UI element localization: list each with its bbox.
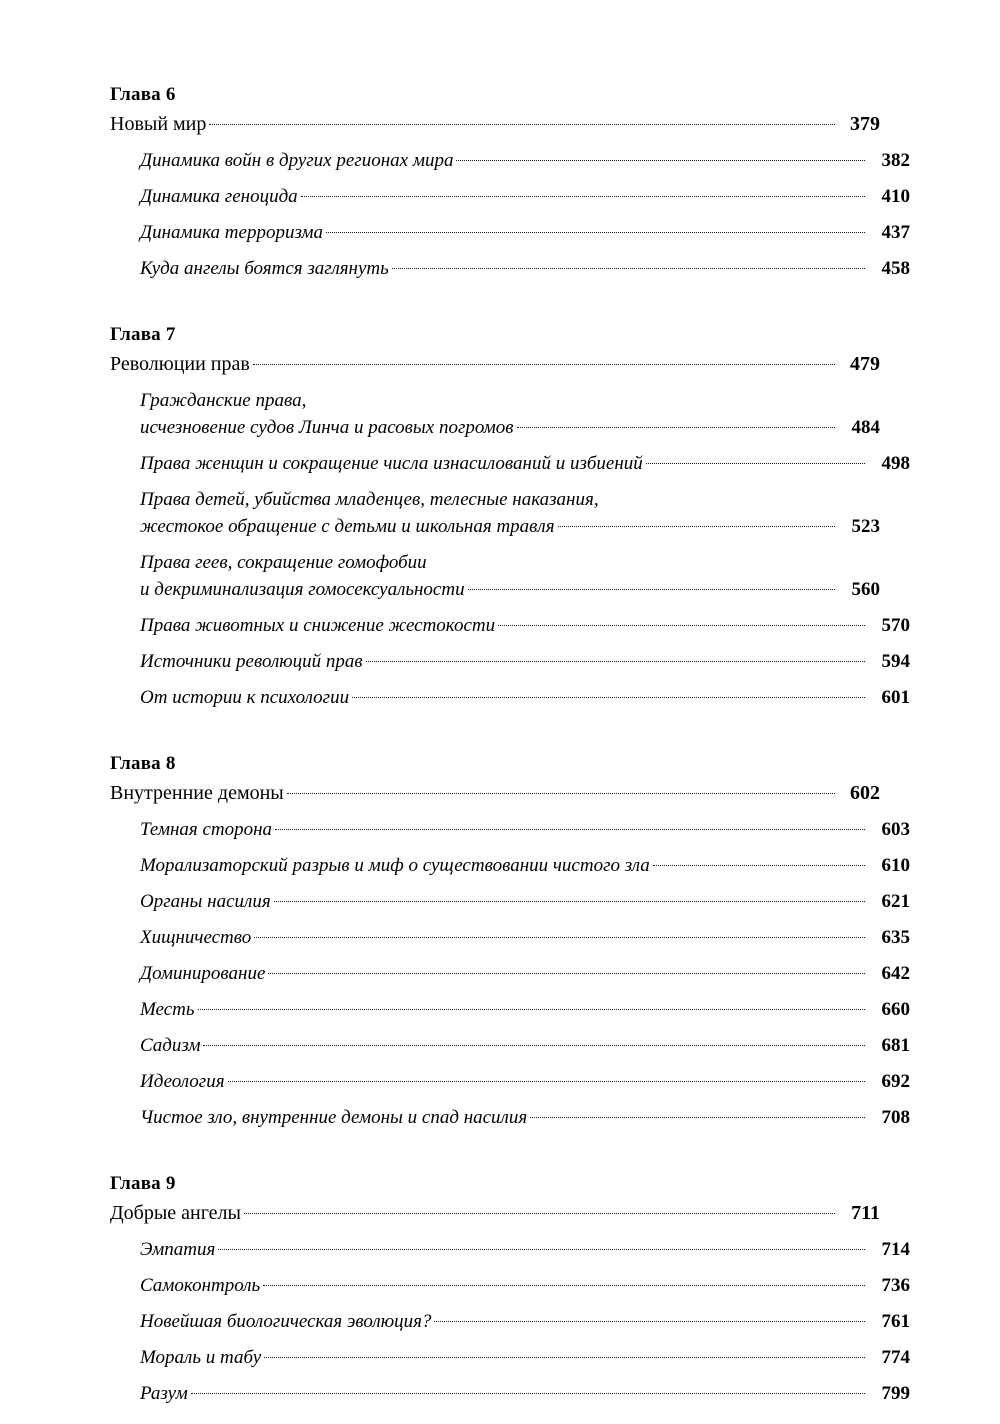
toc-entry[interactable]: [110, 924, 910, 951]
toc-entry[interactable]: [110, 960, 910, 987]
dot-leader: [392, 268, 865, 269]
toc-entry[interactable]: [110, 1104, 910, 1131]
toc-entry[interactable]: [110, 888, 910, 915]
dot-leader: [646, 463, 865, 464]
toc-entry-title: Доминирование: [140, 963, 266, 984]
toc-entry-page: 799: [881, 1383, 910, 1404]
toc-entry[interactable]: [110, 1380, 910, 1407]
dot-leader: [326, 232, 865, 233]
chapter-page-number: 602: [850, 782, 880, 804]
toc-entry-title: От истории к психологии: [140, 687, 350, 708]
dot-leader: [228, 1081, 865, 1082]
toc-entry-title-line2: исчезновение судов Линча и расовых погромов: [140, 417, 514, 438]
toc-entry[interactable]: [110, 996, 910, 1023]
toc-entry[interactable]: [110, 852, 910, 879]
chapter-block: [110, 751, 910, 1131]
dot-leader: [366, 661, 865, 662]
dot-leader: [468, 589, 835, 590]
toc-entry-title: Садизм: [140, 1035, 201, 1056]
chapter-page-number: 379: [850, 113, 880, 135]
toc-entry-page: 498: [881, 453, 910, 474]
toc-entry-title-line2: и декриминализация гомосексуальности: [140, 579, 465, 600]
dot-leader: [274, 901, 865, 902]
toc-entry[interactable]: [110, 1272, 910, 1299]
toc-entry-page: 642: [881, 963, 910, 984]
toc-entry-page: 761: [881, 1311, 910, 1332]
toc-entry-title: Месть: [140, 999, 195, 1020]
chapter-block: [110, 1171, 910, 1407]
dot-leader: [203, 1045, 865, 1046]
chapter-block: [110, 322, 910, 711]
dot-leader: [498, 625, 865, 626]
toc-entry[interactable]: [110, 648, 910, 675]
toc-entry-page: 714: [881, 1239, 910, 1260]
dot-leader: [191, 1393, 865, 1394]
toc-entry-page: 382: [881, 150, 910, 171]
toc-entry-page: 708: [881, 1107, 910, 1128]
toc-entry[interactable]: [110, 387, 880, 441]
toc-entry-page: 437: [881, 222, 910, 243]
toc-entry-title: Динамика войн в других регионах мира: [140, 150, 454, 171]
toc-entry-page: 410: [881, 186, 910, 207]
toc-entry[interactable]: [110, 1344, 910, 1371]
toc-entry-title: Права женщин и сокращение числа изнасилований и избиений: [140, 453, 643, 474]
toc-entry-page: 458: [881, 258, 910, 279]
toc-entry[interactable]: [110, 1308, 910, 1335]
toc-entry-title: Мораль и табу: [140, 1347, 262, 1368]
toc-entry-page: 681: [881, 1035, 910, 1056]
toc-entry-page: 594: [881, 651, 910, 672]
dot-leader: [198, 1009, 865, 1010]
chapter-title-row[interactable]: [110, 110, 880, 138]
toc-entry[interactable]: [110, 219, 910, 246]
toc-entry[interactable]: [110, 1032, 910, 1059]
dot-leader: [530, 1117, 865, 1118]
chapter-page-number: 479: [850, 353, 880, 375]
toc-entry-title: Морализаторский разрыв и миф о существовании чистого зла: [140, 855, 650, 876]
toc-entry-page: 774: [881, 1347, 910, 1368]
dot-leader: [653, 865, 865, 866]
dot-leader: [209, 124, 835, 125]
toc-entry-title-line2: жестокое обращение с детьми и школьная травля: [140, 516, 555, 537]
toc-entry[interactable]: [110, 255, 910, 282]
toc-entry[interactable]: [110, 1236, 910, 1263]
chapter-title: Внутренние демоны: [110, 782, 284, 804]
chapter-label: Глава 7: [110, 324, 176, 345]
dot-leader: [268, 973, 865, 974]
table-of-contents: [110, 82, 910, 1410]
chapter-title: Новый мир: [110, 113, 207, 135]
toc-entry-title: Органы насилия: [140, 891, 271, 912]
toc-entry-page: 635: [881, 927, 910, 948]
toc-entry[interactable]: [110, 147, 910, 174]
chapter-title-row[interactable]: [110, 1199, 880, 1227]
toc-entry-title: Куда ангелы боятся заглянуть: [140, 258, 389, 279]
chapter-block: [110, 82, 910, 282]
toc-entry-page: 560: [851, 579, 880, 600]
toc-entry-page: 736: [881, 1275, 910, 1296]
toc-entry-title: Темная сторона: [140, 819, 273, 840]
dot-leader: [263, 1285, 865, 1286]
toc-entry-title: Динамика терроризма: [140, 222, 324, 243]
toc-entry-page: 660: [881, 999, 910, 1020]
dot-leader: [517, 427, 835, 428]
toc-entry-page: 570: [881, 615, 910, 636]
toc-entry-title: Права животных и снижение жестокости: [140, 615, 496, 636]
toc-entry[interactable]: [110, 816, 910, 843]
dot-leader: [558, 526, 835, 527]
toc-entry-title: Новейшая биологическая эволюция?: [140, 1311, 432, 1332]
dot-leader: [434, 1321, 865, 1322]
toc-entry-page: 621: [881, 891, 910, 912]
toc-entry-title-line1: Права детей, убийства младенцев, телесные наказания,: [140, 489, 599, 510]
toc-entry-page: 603: [881, 819, 910, 840]
toc-entry-page: 601: [881, 687, 910, 708]
toc-entry-page: 484: [851, 417, 880, 438]
chapter-label: Глава 9: [110, 1173, 176, 1194]
toc-entry[interactable]: [110, 183, 910, 210]
toc-entry[interactable]: [110, 549, 880, 603]
toc-entry-page: 523: [851, 516, 880, 537]
dot-leader: [254, 937, 865, 938]
toc-entry-title: Самоконтроль: [140, 1275, 261, 1296]
dot-leader: [352, 697, 865, 698]
chapter-title: Революции прав: [110, 353, 250, 375]
dot-leader: [253, 364, 835, 365]
chapter-title-row[interactable]: [110, 350, 880, 378]
toc-entry[interactable]: [110, 612, 910, 639]
toc-entry-title: Источники революций прав: [140, 651, 363, 672]
chapter-title-row[interactable]: [110, 779, 880, 807]
chapter-label: Глава 6: [110, 84, 176, 105]
chapter-page-number: 711: [851, 1202, 880, 1224]
toc-entry-title: Хищничество: [140, 927, 252, 948]
chapter-label: Глава 8: [110, 753, 176, 774]
dot-leader: [287, 793, 835, 794]
toc-entry[interactable]: [110, 1068, 910, 1095]
toc-entry[interactable]: [110, 450, 910, 477]
toc-entry-title: Эмпатия: [140, 1239, 216, 1260]
dot-leader: [275, 829, 865, 830]
toc-entry-title: Идеология: [140, 1071, 225, 1092]
toc-entry-title-line1: Права геев, сокращение гомофобии: [140, 552, 427, 573]
dot-leader: [264, 1357, 865, 1358]
toc-entry-title: Разум: [140, 1383, 188, 1404]
dot-leader: [244, 1213, 835, 1214]
dot-leader: [218, 1249, 865, 1250]
toc-entry-page: 610: [881, 855, 910, 876]
toc-entry[interactable]: [110, 684, 910, 711]
toc-entry-page: 692: [881, 1071, 910, 1092]
toc-entry-title-line1: Гражданские права,: [140, 390, 307, 411]
dot-leader: [301, 196, 865, 197]
chapter-title: Добрые ангелы: [110, 1202, 241, 1224]
toc-entry-title: Динамика геноцида: [140, 186, 298, 207]
toc-entry-title: Чистое зло, внутренние демоны и спад насилия: [140, 1107, 528, 1128]
dot-leader: [456, 160, 865, 161]
toc-entry[interactable]: [110, 486, 880, 540]
